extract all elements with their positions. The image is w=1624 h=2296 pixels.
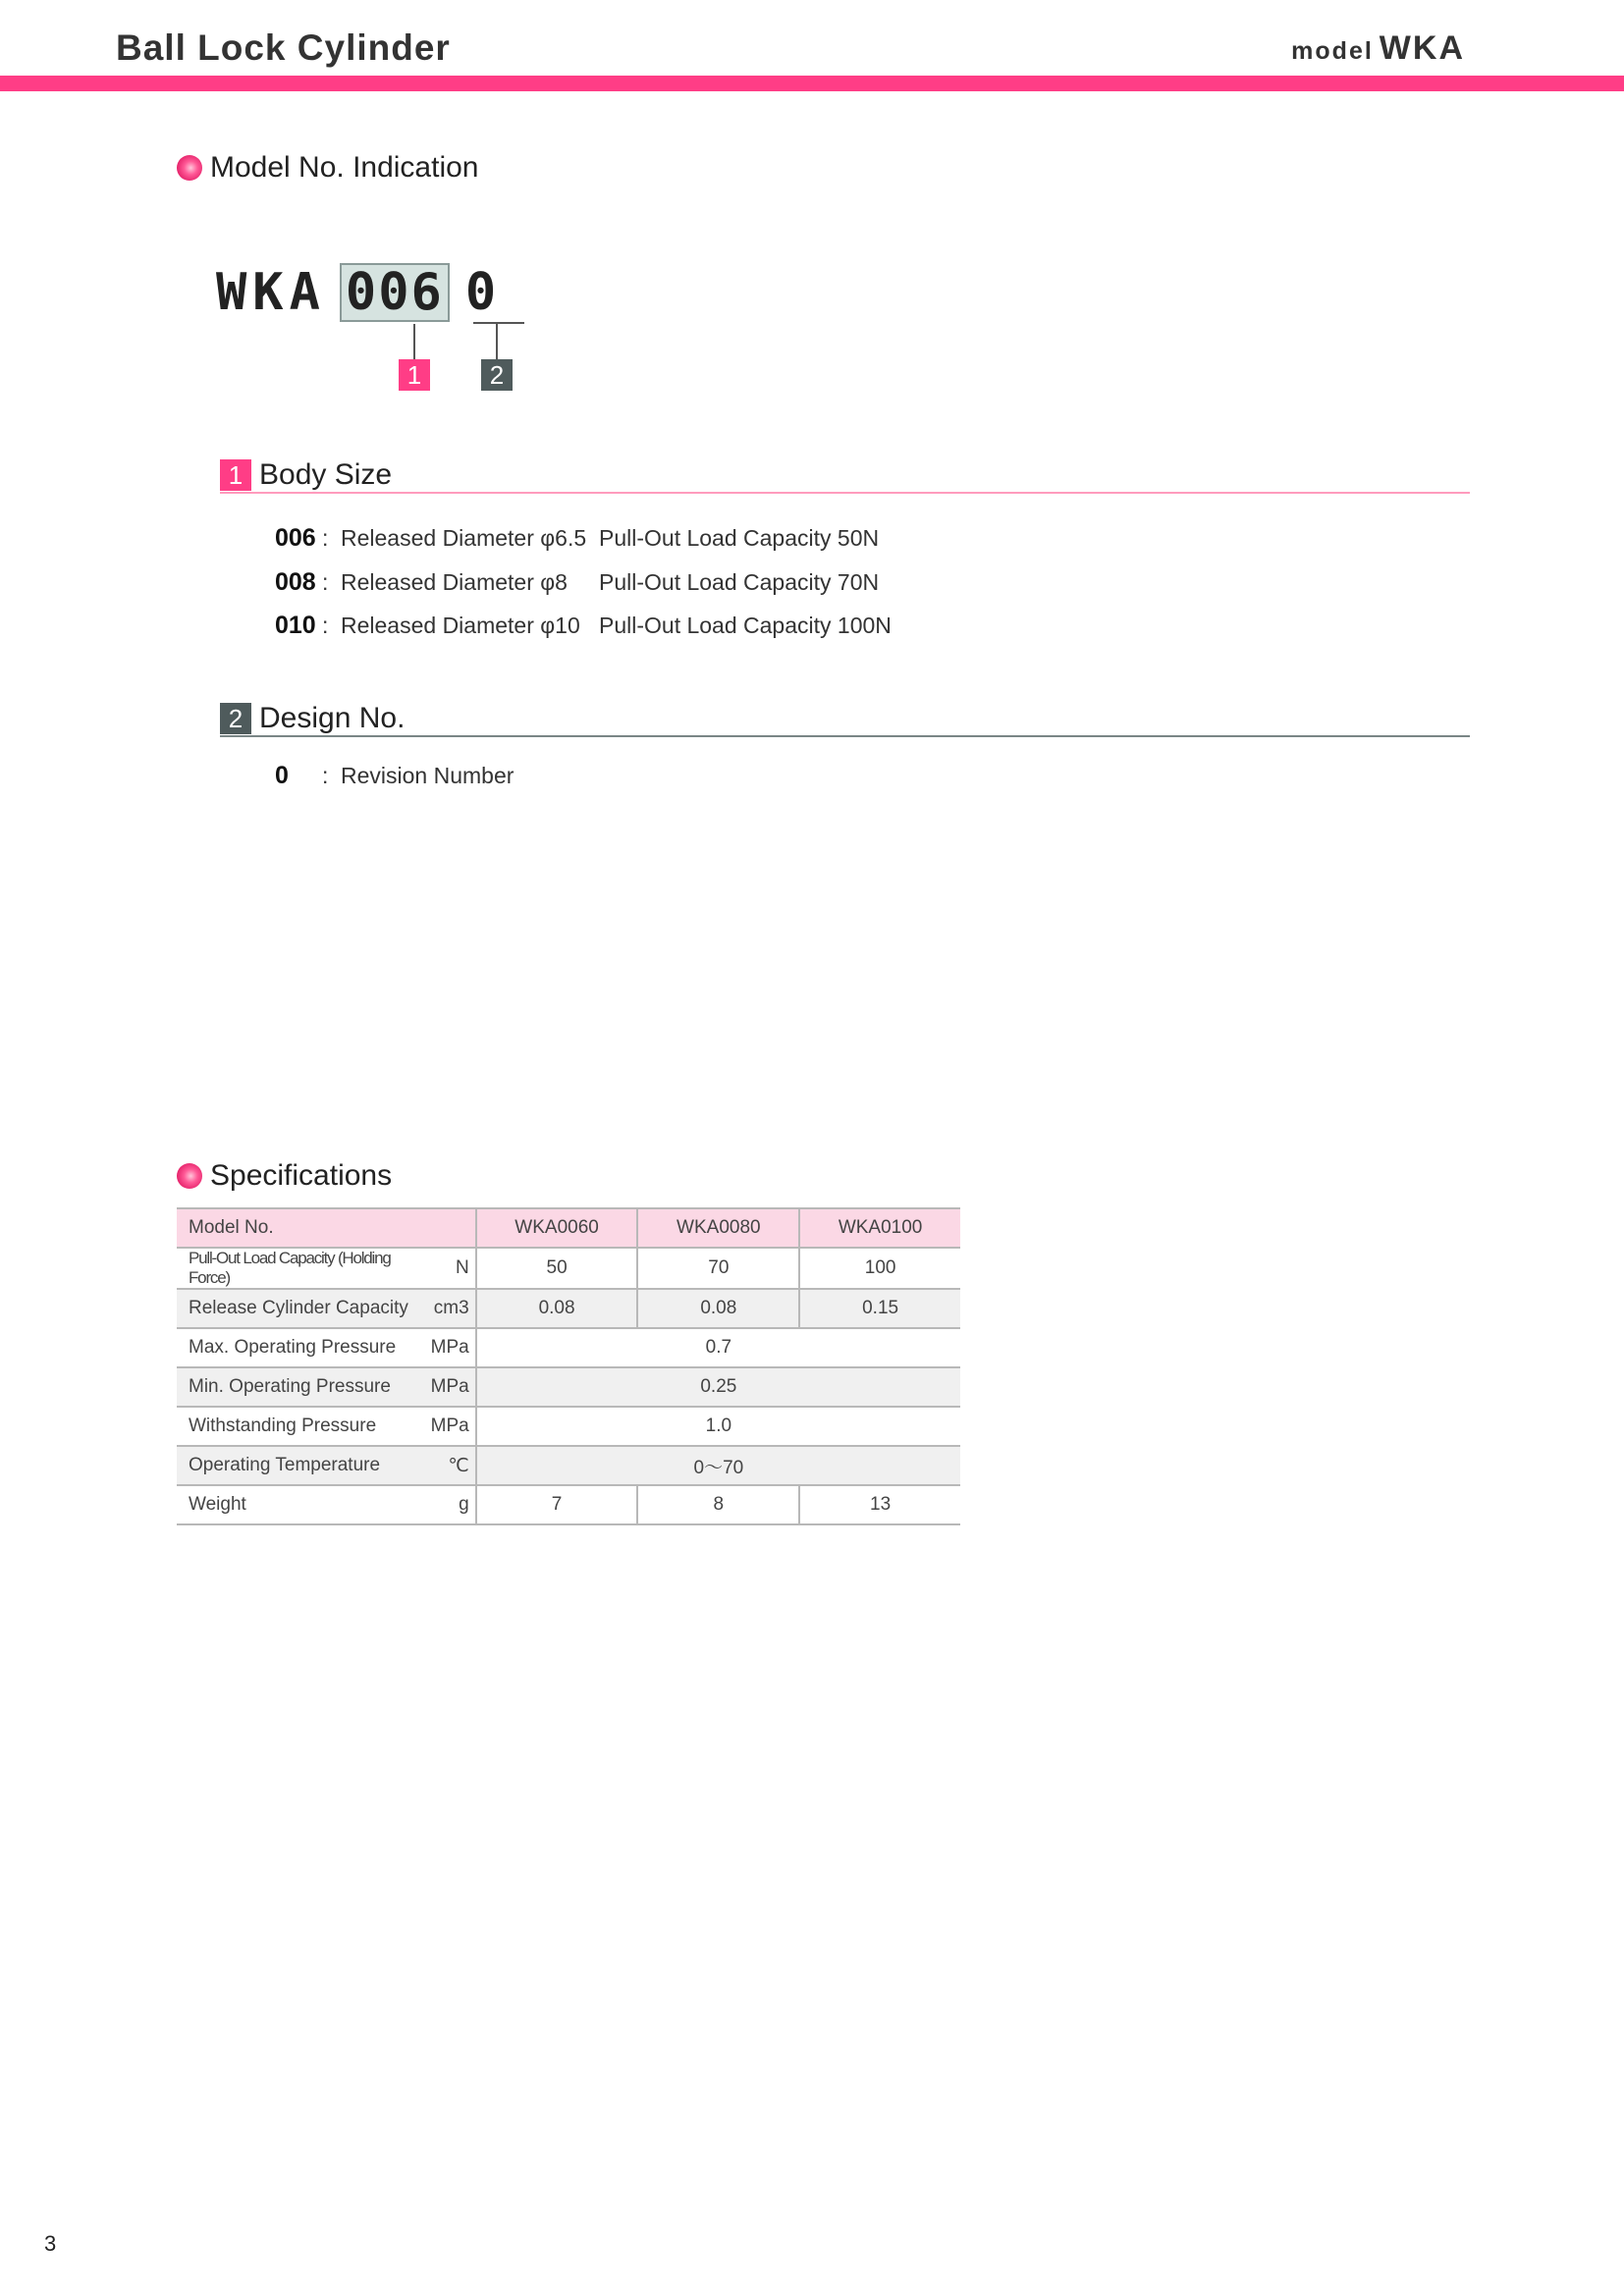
table-row: Max. Operating Pressure MPa 0.7 <box>177 1328 960 1367</box>
body-size-title: Body Size <box>259 458 393 491</box>
table-row: Release Cylinder Capacity cm3 0.08 0.08 0.15 <box>177 1289 960 1328</box>
design-no-title: Design No. <box>259 702 406 734</box>
spec-table <box>177 1207 960 1525</box>
table-row: Operating Temperature ℃ 0～70 <box>177 1446 960 1485</box>
design-no-heading <box>220 702 405 735</box>
model-indication-title: Model No. Indication <box>210 151 479 184</box>
table-header-row: Model No. WKA0060 WKA0080 WKA0100 <box>177 1208 960 1248</box>
model-indication-heading <box>177 151 479 185</box>
code-design: 0 <box>464 263 497 322</box>
table-row: Pull-Out Load Capacity (Holding Force) N 50 70 100 <box>177 1248 960 1289</box>
connector-2 <box>496 324 498 359</box>
specifications-title: Specifications <box>210 1159 393 1192</box>
body-size-rule <box>220 492 1470 494</box>
table-row: Min. Operating Pressure MPa 0.25 <box>177 1367 960 1407</box>
connector-1 <box>413 324 415 359</box>
page-title: Ball Lock Cylinder <box>116 27 451 68</box>
bullet-icon <box>177 155 202 181</box>
code-size-box: 006 <box>340 263 450 322</box>
model-code <box>216 263 498 322</box>
header-bar <box>0 76 1624 91</box>
model-label <box>1291 29 1465 68</box>
design-no-rule <box>220 735 1470 737</box>
body-size-heading <box>220 458 392 492</box>
body-size-badge: 1 <box>220 459 251 491</box>
model-name: WKA <box>1379 29 1465 67</box>
bullet-icon <box>177 1163 202 1189</box>
table-row: Withstanding Pressure MPa 1.0 <box>177 1407 960 1446</box>
code-prefix: WKA <box>216 263 326 322</box>
design-underline <box>473 322 524 324</box>
model-prefix: model <box>1291 37 1374 65</box>
specifications-heading <box>177 1159 392 1193</box>
table-row: Weight g 7 8 13 <box>177 1485 960 1524</box>
design-no-badge: 2 <box>220 703 251 734</box>
badge-1: 1 <box>399 359 430 391</box>
page-number: 3 <box>44 2231 57 2256</box>
badge-2: 2 <box>481 359 513 391</box>
